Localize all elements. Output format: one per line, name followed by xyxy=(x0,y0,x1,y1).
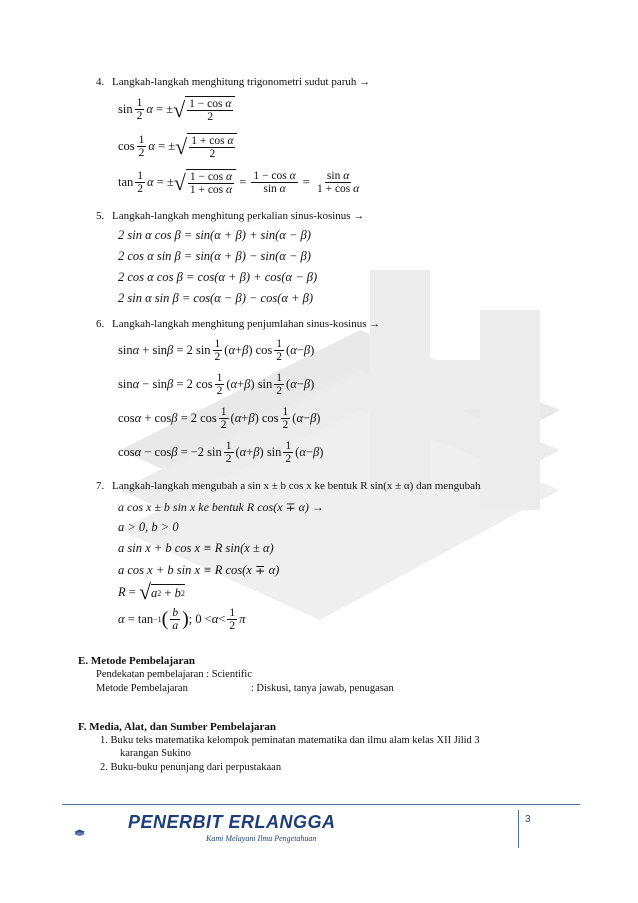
erlangga-logo-icon xyxy=(74,812,128,852)
item-number: 5. xyxy=(96,210,105,222)
section-f-title: F. Media, Alat, dan Sumber Pembelajaran xyxy=(78,721,277,733)
formula-cos-half: cos $\frac{1}{2}$ α = ± √ $\frac{\text{1 + cos α}}{2}$ xyxy=(118,133,237,160)
footer-tagline: Kami Melayani Ilmu Pengetahuan xyxy=(206,834,317,843)
page-number: 3 xyxy=(525,814,531,825)
footer-brand: PENERBIT ERLANGGA xyxy=(128,812,336,832)
item-text: Langkah-langkah menghitung perkalian sinus-kosinus → xyxy=(112,210,365,222)
formula-7-1: a > 0, b > 0 xyxy=(118,520,179,534)
list-item-5 xyxy=(96,210,364,222)
list-item-7 xyxy=(96,480,566,492)
item-text: Langkah-langkah mengubah a sin x ± b cos x ke bentuk R sin(x ± α) dan mengubah xyxy=(112,480,481,492)
list-item-6 xyxy=(96,318,380,330)
formula-6-2: sin α − sin β = 2 cos $\frac{1}{2}$ ( α + β ) sin $\frac{1}{2}$ ( α − β ) xyxy=(118,372,315,397)
formula-5-4: 2 sin α sin β = cos(α − β) − cos(α + β) xyxy=(118,291,314,305)
item-number: 4. xyxy=(96,76,105,88)
section-e-line-1: Pendekatan pembelajaran : Scientific xyxy=(96,669,252,680)
formula-7-3: a cos x + b sin x ≡ R cos(x ∓ α) xyxy=(118,563,280,577)
list-item-4 xyxy=(96,76,370,88)
formula-tan-half: tan $\frac{1}{2}$ α = ± √ $\frac{\text{1 − cos α}}{\text{1 + cos α}}$ = $\frac{\text{1 − cos α}}{\text{sin α}}$ = $\frac{\text{sin α}}{\text{1 + cos α}}$ xyxy=(118,169,360,196)
item-number: 6. xyxy=(96,318,105,330)
formula-6-3: cos α + cos β = 2 cos $\frac{1}{2}$ ( α + β ) cos $\frac{1}{2}$ ( α − β ) xyxy=(118,406,321,431)
formula-6-4: cos α − cos β = −2 sin $\frac{1}{2}$ ( α + β ) sin $\frac{1}{2}$ ( α − β ) xyxy=(118,440,324,465)
section-f-item-1-cont: karangan Sukino xyxy=(120,748,191,759)
formula-6-1: sin α + sin β = 2 sin $\frac{1}{2}$ ( α + β ) cos $\frac{1}{2}$ ( α − β ) xyxy=(118,338,315,363)
formula-7-2: a sin x + b cos x ≡ R sin(x ± α) xyxy=(118,541,274,555)
section-e-title: E. Metode Pembelajaran xyxy=(78,655,195,667)
formula-5-3: 2 cos α cos β = cos(α + β) + cos(α − β) xyxy=(118,270,318,284)
item-text: Langkah-langkah menghitung trigonometri sudut paruh → xyxy=(112,76,371,88)
section-e-line-2: Metode Pembelajaran : Diskusi, tanya jawab, penugasan xyxy=(96,683,394,694)
formula-sin-half: sin $\frac{1}{2}$ α = ± √ $\frac{\text{1 − cos α}}{2}$ xyxy=(118,96,235,123)
section-f-item-2: 2. Buku-buku penunjang dari perpustakaan xyxy=(100,762,282,773)
formula-5-2: 2 cos α sin β = sin(α + β) − sin(α − β) xyxy=(118,249,311,263)
formula-7-5: α = tan −1 ( $\frac{b}{a}$ ) ; 0 < α < $\frac{1}{2}$ π xyxy=(118,607,246,632)
footer-divider xyxy=(62,804,580,805)
formula-7-4: R = √ a 2 + b 2 xyxy=(118,579,185,604)
item-number: 7. xyxy=(96,480,105,492)
item-7-continuation: a cos x ± b sin x ke bentuk R cos(x ∓ α) → xyxy=(118,500,324,514)
item-text: Langkah-langkah menghitung penjumlahan sinus-kosinus → xyxy=(112,318,381,330)
formula-5-1: 2 sin α cos β = sin(α + β) + sin(α − β) xyxy=(118,228,311,242)
section-f-item-1: 1. Buku teks matematika kelompok peminatan matematika dan ilmu alam kelas XII Jilid 3 xyxy=(100,735,480,746)
